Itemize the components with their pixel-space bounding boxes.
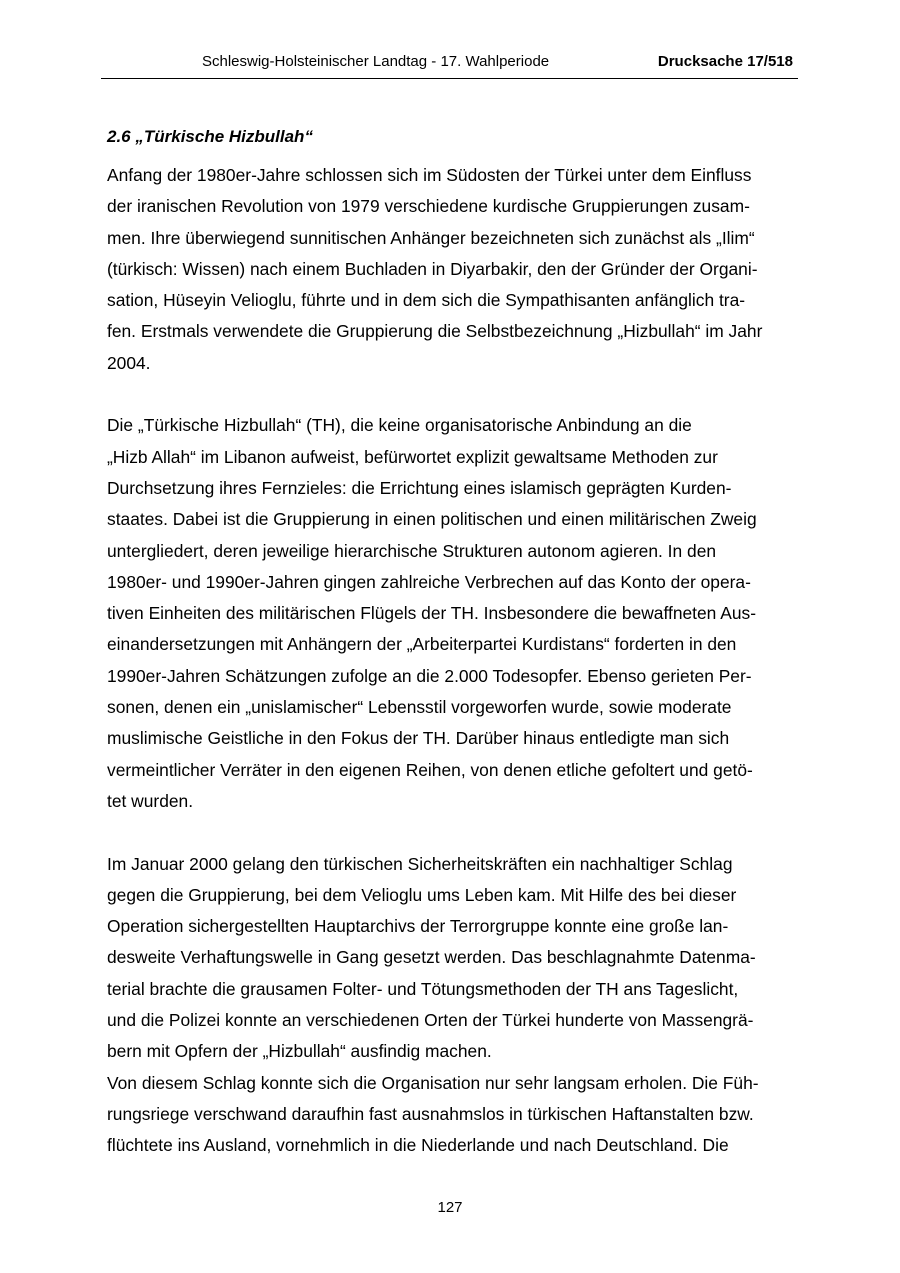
text-line: Durchsetzung ihres Fernzieles: die Errichtung eines islamisch geprägten Kurden- xyxy=(107,477,732,498)
text-line: und die Polizei konnte an verschiedenen Orten der Türkei hunderte von Massengrä- xyxy=(107,1010,754,1031)
text-line: terial brachte die grausamen Folter- und Tötungsmethoden der TH ans Tageslicht, xyxy=(107,978,739,999)
text-line: vermeintlicher Verräter in den eigenen Reihen, von denen etliche gefoltert und getö- xyxy=(107,759,753,780)
text-line: 1980er- und 1990er-Jahren gingen zahlreiche Verbrechen auf das Konto der opera- xyxy=(107,571,751,592)
text-line: 2004. xyxy=(107,352,151,373)
text-line: flüchtete ins Ausland, vornehmlich in die Niederlande und nach Deutschland. Die xyxy=(107,1135,729,1156)
text-line: fen. Erstmals verwendete die Gruppierung die Selbstbezeichnung „Hizbullah“ im Jahr xyxy=(107,321,763,342)
text-line: sation, Hüseyin Velioglu, führte und in dem sich die Sympathisanten anfänglich tra- xyxy=(107,290,746,311)
text-line: sonen, denen ein „unislamischer“ Lebensstil vorgeworfen wurde, sowie moderate xyxy=(107,697,732,718)
text-line: rungsriege verschwand daraufhin fast ausnahmslos in türkischen Haftanstalten bzw. xyxy=(107,1103,754,1124)
text-line: Anfang der 1980er-Jahre schlossen sich im Südosten der Türkei unter dem Einfluss xyxy=(107,165,752,185)
page-header xyxy=(101,52,798,79)
text-line: untergliedert, deren jeweilige hierarchische Strukturen autonom agieren. In den xyxy=(107,540,717,561)
text-line: Operation sichergestellten Hauptarchivs der Terrorgruppe konnte eine große lan- xyxy=(107,916,729,937)
section-heading: 2.6 „Türkische Hizbullah“ xyxy=(107,127,313,146)
text-line: muslimische Geistliche in den Fokus der TH. Darüber hinaus entledigte man sich xyxy=(107,728,730,749)
paragraph-2 xyxy=(107,410,797,817)
text-line: „Hizb Allah“ im Libanon aufweist, befürwortet explizit gewaltsame Methoden zur xyxy=(107,446,718,467)
text-line: Die „Türkische Hizbullah“ (TH), die keine organisatorische Anbindung an die xyxy=(107,415,692,436)
header-title: Schleswig-Holsteinischer Landtag - 17. Wahlperiode xyxy=(202,53,550,70)
text-line: staates. Dabei ist die Gruppierung in einen politischen und einen militärischen Zweig xyxy=(107,509,757,530)
text-line: tiven Einheiten des militärischen Flügels der TH. Insbesondere die bewaffneten Aus- xyxy=(107,603,756,624)
text-line: der iranischen Revolution von 1979 verschiedene kurdische Gruppierungen zusam- xyxy=(107,196,750,217)
text-line: bern mit Opfern der „Hizbullah“ ausfindig machen. xyxy=(107,1041,492,1062)
text-line: einandersetzungen mit Anhängern der „Arbeiterpartei Kurdistans“ forderten in den xyxy=(107,634,737,655)
document-body xyxy=(107,124,797,1193)
text-line: desweite Verhaftungswelle in Gang gesetzt werden. Das beschlagnahmte Datenma- xyxy=(107,947,756,968)
page-number: 127 xyxy=(437,1199,463,1216)
text-line: gegen die Gruppierung, bei dem Velioglu ums Leben kam. Mit Hilfe des bei dieser xyxy=(107,884,737,905)
text-line: (türkisch: Wissen) nach einem Buchladen in Diyarbakir, den der Gründer der Organi- xyxy=(107,258,758,279)
text-line: tet wurden. xyxy=(107,790,194,811)
header-doc-number: Drucksache 17/518 xyxy=(657,53,793,70)
text-line: men. Ihre überwiegend sunnitischen Anhänger bezeichneten sich zunächst als „Ilim“ xyxy=(107,227,755,248)
paragraph-3 xyxy=(107,849,797,1162)
text-line: Im Januar 2000 gelang den türkischen Sicherheitskräften ein nachhaltiger Schlag xyxy=(107,853,733,874)
paragraph-1 xyxy=(107,160,797,379)
text-line: Von diesem Schlag konnte sich die Organisation nur sehr langsam erholen. Die Füh- xyxy=(107,1072,759,1093)
text-line: 1990er-Jahren Schätzungen zufolge an die 2.000 Todesopfer. Ebenso gerieten Per- xyxy=(107,665,752,686)
